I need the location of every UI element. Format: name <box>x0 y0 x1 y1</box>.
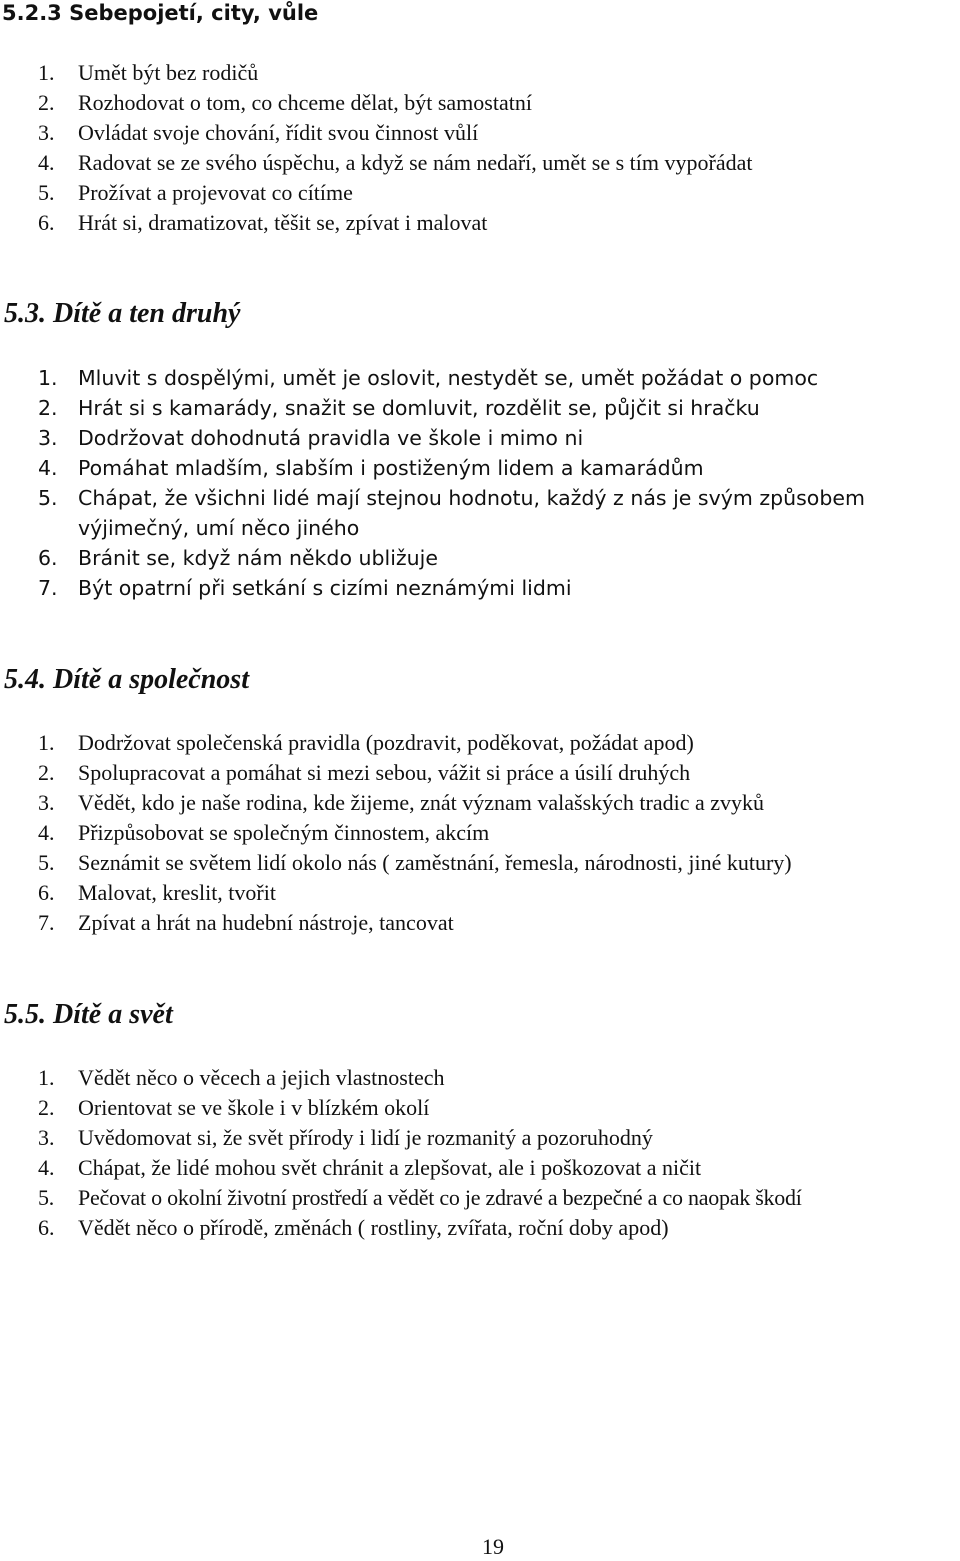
list-item-text: Chápat, že lidé mohou svět chránit a zlepšovat, ale i poškozovat a ničit <box>78 1155 702 1180</box>
section-list <box>0 363 960 603</box>
list-item-number: 5. <box>38 850 55 875</box>
list-item-text: Pečovat o okolní životní prostředí a vědět co je zdravé a bezpečné a co naopak škodí <box>78 1185 802 1210</box>
list-item-text: Vědět něco o přírodě, změnách ( rostliny, zvířata, roční doby apod) <box>78 1215 669 1240</box>
list-item-text: Hrát si, dramatizovat, těšit se, zpívat i malovat <box>78 210 488 235</box>
list-item-text: Orientovat se ve škole i v blízkém okolí <box>78 1095 430 1120</box>
section-heading: 5.3. Dítě a ten druhý <box>4 298 241 329</box>
list-item-text: Přizpůsobovat se společným činnostem, akcím <box>78 820 490 845</box>
list-item <box>0 58 960 88</box>
list-item-number: 2. <box>38 760 55 785</box>
list-item <box>0 543 960 573</box>
list-item <box>0 363 960 393</box>
list-item-text: Chápat, že všichni lidé mají stejnou hodnotu, každý z nás je svým způsobem <box>78 486 865 510</box>
list-item-continuation <box>0 513 960 543</box>
list-item <box>0 148 960 178</box>
list-item <box>0 848 960 878</box>
section-list <box>0 728 960 938</box>
section-list <box>0 58 960 238</box>
list-item-number: 5. <box>38 1185 54 1210</box>
list-item <box>0 1183 960 1213</box>
list-item-text: Seznámit se světem lidí okolo nás ( zaměstnání, řemesla, národnosti, jiné kutury) <box>78 850 792 875</box>
list-item <box>0 878 960 908</box>
section-heading: 5.2.3 Sebepojetí, city, vůle <box>2 1 319 25</box>
list-item-text: Vědět něco o věcech a jejich vlastnostech <box>78 1065 445 1090</box>
list-item-number: 3. <box>38 426 58 450</box>
list-item-number: 5. <box>38 486 58 510</box>
list-item <box>0 1093 960 1123</box>
list-item-text: Dodržovat dohodnutá pravidla ve škole i mimo ni <box>78 426 584 450</box>
list-item <box>0 818 960 848</box>
list-item <box>0 208 960 238</box>
page-number: 19 <box>482 1534 504 1559</box>
list-item-text: Bránit se, když nám někdo ubližuje <box>78 546 438 570</box>
list-item-number: 4. <box>38 456 58 480</box>
list-item <box>0 423 960 453</box>
list-item-number: 5. <box>38 180 55 205</box>
list-item-number: 3. <box>38 120 55 145</box>
list-item-number: 6. <box>38 546 58 570</box>
list-item <box>0 1063 960 1093</box>
list-item-number: 6. <box>38 880 55 905</box>
list-item-text: Dodržovat společenská pravidla (pozdravit, poděkovat, požádat apod) <box>78 730 694 755</box>
list-item-number: 3. <box>38 1125 55 1150</box>
list-item-text: Pomáhat mladším, slabším i postiženým lidem a kamarádům <box>78 456 704 480</box>
list-item <box>0 908 960 938</box>
list-item-number: 1. <box>38 366 58 390</box>
list-item-number: 1. <box>38 1065 55 1090</box>
list-item-number: 6. <box>38 1215 55 1240</box>
list-item-text: Malovat, kreslit, tvořit <box>78 880 276 905</box>
list-item <box>0 788 960 818</box>
list-item <box>0 573 960 603</box>
list-item <box>0 453 960 483</box>
list-item-number: 7. <box>38 910 55 935</box>
list-item <box>0 1213 960 1243</box>
list-item-text: Prožívat a projevovat co cítíme <box>78 180 353 205</box>
list-item-number: 4. <box>38 150 55 175</box>
list-item <box>0 758 960 788</box>
list-item-number: 2. <box>38 1095 55 1120</box>
list-item-text: Radovat se ze svého úspěchu, a když se nám nedaří, umět se s tím vypořádat <box>78 150 753 175</box>
list-item <box>0 118 960 148</box>
list-item-number: 1. <box>38 730 55 755</box>
list-item-number: 7. <box>38 576 58 600</box>
list-item-text: Hrát si s kamarády, snažit se domluvit, rozdělit se, půjčit si hračku <box>78 396 760 420</box>
section-heading: 5.4. Dítě a společnost <box>4 664 249 695</box>
list-item <box>0 1153 960 1183</box>
list-item-number: 6. <box>38 210 55 235</box>
list-item <box>0 88 960 118</box>
list-item <box>0 728 960 758</box>
section-heading: 5.5. Dítě a svět <box>4 999 173 1030</box>
list-item-number: 3. <box>38 790 55 815</box>
list-item-number: 4. <box>38 820 55 845</box>
list-item-text: výjimečný, umí něco jiného <box>78 516 360 540</box>
list-item-text: Ovládat svoje chování, řídit svou činnost vůlí <box>78 120 479 145</box>
list-item-text: Vědět, kdo je naše rodina, kde žijeme, znát význam valašských tradic a zvyků <box>78 790 765 815</box>
list-item-text: Být opatrní při setkání s cizími neznámými lidmi <box>78 576 572 600</box>
list-item-number: 4. <box>38 1155 55 1180</box>
list-item-text: Mluvit s dospělými, umět je oslovit, nestydět se, umět požádat o pomoc <box>78 366 819 390</box>
list-item-text: Spolupracovat a pomáhat si mezi sebou, vážit si práce a úsilí druhých <box>78 760 691 785</box>
list-item <box>0 483 960 513</box>
list-item-number: 2. <box>38 396 58 420</box>
list-item-text: Uvědomovat si, že svět přírody i lidí je rozmanitý a pozoruhodný <box>78 1125 653 1150</box>
list-item <box>0 1123 960 1153</box>
list-item-number: 2. <box>38 90 55 115</box>
list-item <box>0 178 960 208</box>
list-item-text: Rozhodovat o tom, co chceme dělat, být samostatní <box>78 90 532 115</box>
list-item-text: Zpívat a hrát na hudební nástroje, tancovat <box>78 910 454 935</box>
list-item-number: 1. <box>38 60 55 85</box>
section-list <box>0 1063 960 1243</box>
list-item <box>0 393 960 423</box>
list-item-text: Umět být bez rodičů <box>78 60 259 85</box>
